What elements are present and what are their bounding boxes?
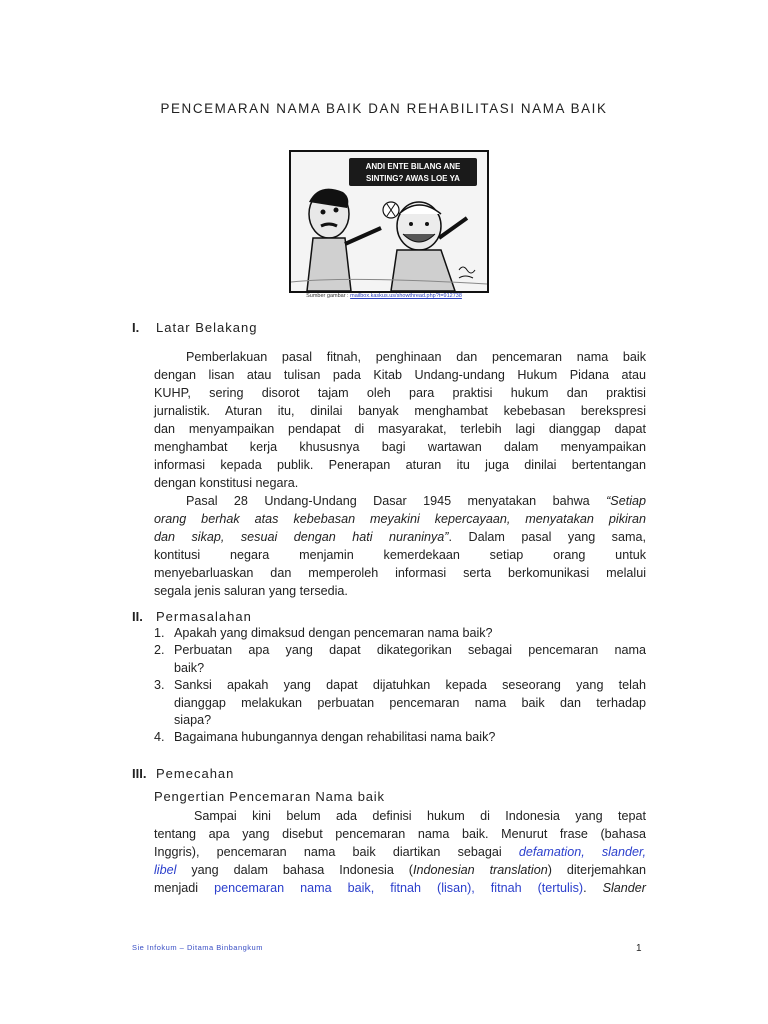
text-line: dengan konstitusi negara. xyxy=(154,476,299,490)
list-number: 3. xyxy=(154,678,165,693)
image-caption-prefix: Sumber gambar : xyxy=(306,293,349,299)
text-line: KUHP, sering disorot tajam oleh para praktisi hukum dan praktisi xyxy=(154,386,646,400)
list-text: Apakah yang dimaksud dengan pencemaran nama baik? xyxy=(174,626,493,640)
image-caption xyxy=(0,293,768,299)
section-heading-pemecahan xyxy=(132,766,234,781)
text-line: informasi kepada publik. Penerapan aturan itu juga dinilai bertentangan xyxy=(154,458,646,472)
cartoon-drawing xyxy=(291,152,487,291)
term-highlight: defamation, slander, xyxy=(518,845,646,859)
text-run: ) diterjemahkan xyxy=(547,863,646,877)
text-run: . xyxy=(583,881,603,895)
text-line: tentang apa yang disebut pencemaran nama baik. Menurut frase (bahasa xyxy=(154,827,646,841)
text-run: menjadi xyxy=(154,881,215,895)
problem-list xyxy=(154,625,646,747)
list-number: 4. xyxy=(154,730,165,745)
text-line: dengan lisan atau tulisan pada Kitab Undang-undang Hukum Pidana atau xyxy=(154,368,646,382)
text-line: menghambat kerja khususnya bagi wartawan dalam menyampaikan xyxy=(154,440,646,454)
list-text: baik? xyxy=(174,660,205,675)
cartoon-speech-line2: SINTING? AWAS LOE YA xyxy=(366,174,460,183)
list-text: Sanksi apakah yang dapat dijatuhkan kepada seseorang yang telah xyxy=(174,678,646,693)
section-number: II. xyxy=(132,609,143,624)
paragraph-latar-belakang-1 xyxy=(154,348,646,492)
text-line xyxy=(154,861,646,879)
text-line xyxy=(154,510,646,528)
text-run: yang dalam bahasa Indonesia ( xyxy=(176,863,414,877)
section-label: Pemecahan xyxy=(156,766,235,781)
italic-run: Indonesian translation xyxy=(413,863,548,877)
list-text: Perbuatan apa yang dapat dikategorikan sebagai pencemaran nama xyxy=(174,643,646,658)
list-item xyxy=(154,677,646,729)
term-highlight: libel xyxy=(154,863,177,877)
cartoon-speech-line1: ANDI ENTE BILANG ANE xyxy=(365,162,461,171)
italic-run: Slander xyxy=(602,881,646,895)
text-line: kontitusi negara menjamin kemerdekaan setiap orang untuk xyxy=(154,548,646,562)
list-text: dianggap melakukan perbuatan pencemaran nama baik dan terhadap xyxy=(174,695,646,710)
list-item xyxy=(154,642,646,677)
text-run: Pasal 28 Undang-Undang Dasar 1945 menyatakan bahwa xyxy=(186,494,607,508)
quote-run: “Setiap xyxy=(606,494,646,508)
section-label: Permasalahan xyxy=(156,609,252,624)
document-title: PENCEMARAN NAMA BAIK DAN REHABILITASI NAMA BAIK xyxy=(160,101,608,116)
list-text: Bagaimana hubungannya dengan rehabilitasi nama baik? xyxy=(174,730,496,745)
text-line xyxy=(154,492,646,510)
quote-run: orang berhak atas kebebasan meyakini kepercayaan, menyatakan pikiran xyxy=(154,512,646,526)
section-number: I. xyxy=(132,320,140,335)
paragraph-pengertian xyxy=(154,807,646,897)
text-run: . Dalam pasal yang sama, xyxy=(448,530,646,544)
section-label: Latar Belakang xyxy=(156,320,258,335)
section-number: III. xyxy=(132,766,147,781)
image-source-link[interactable]: mailbox.kaskus.us/showthread.php?t=912738 xyxy=(350,293,462,299)
text-line: jurnalistik. Aturan itu, dinilai banyak menghambat kebebasan berekspresi xyxy=(154,404,646,418)
text-line xyxy=(154,528,646,546)
text-line: dan menyampaikan pendapat di masyarakat, terlebih lagi dianggap dapat xyxy=(154,422,646,436)
text-line xyxy=(154,879,646,897)
text-line: Sampai kini belum ada definisi hukum di Indonesia yang tepat xyxy=(194,809,646,823)
page-number: 1 xyxy=(636,943,642,954)
cartoon-illustration xyxy=(289,150,489,293)
text-line: segala jenis saluran yang tersedia. xyxy=(154,584,348,598)
list-number: 1. xyxy=(154,626,165,640)
text-run: Inggris), pencemaran nama baik diartikan sebagai xyxy=(154,845,519,859)
text-line: menyebarluaskan dan memperoleh informasi serta berkomunikasi melalui xyxy=(154,566,646,580)
text-line xyxy=(154,843,646,861)
text-line: Pemberlakuan pasal fitnah, penghinaan dan pencemaran nama baik xyxy=(186,350,646,364)
term-highlight: pencemaran nama baik, fitnah (lisan), fitnah (tertulis) xyxy=(214,881,584,895)
list-item xyxy=(154,625,646,642)
list-text: siapa? xyxy=(174,713,212,728)
quote-run: dan sikap, sesuai dengan hati nuraninya” xyxy=(154,530,449,544)
section-heading-latar-belakang xyxy=(132,320,257,335)
subsection-heading: Pengertian Pencemaran Nama baik xyxy=(154,789,385,804)
footer-label: Sie Infokum – Ditama Binbangkum xyxy=(132,943,263,952)
list-item xyxy=(154,729,646,746)
list-number: 2. xyxy=(154,643,165,658)
section-heading-permasalahan xyxy=(132,609,252,624)
paragraph-latar-belakang-2 xyxy=(154,492,646,600)
